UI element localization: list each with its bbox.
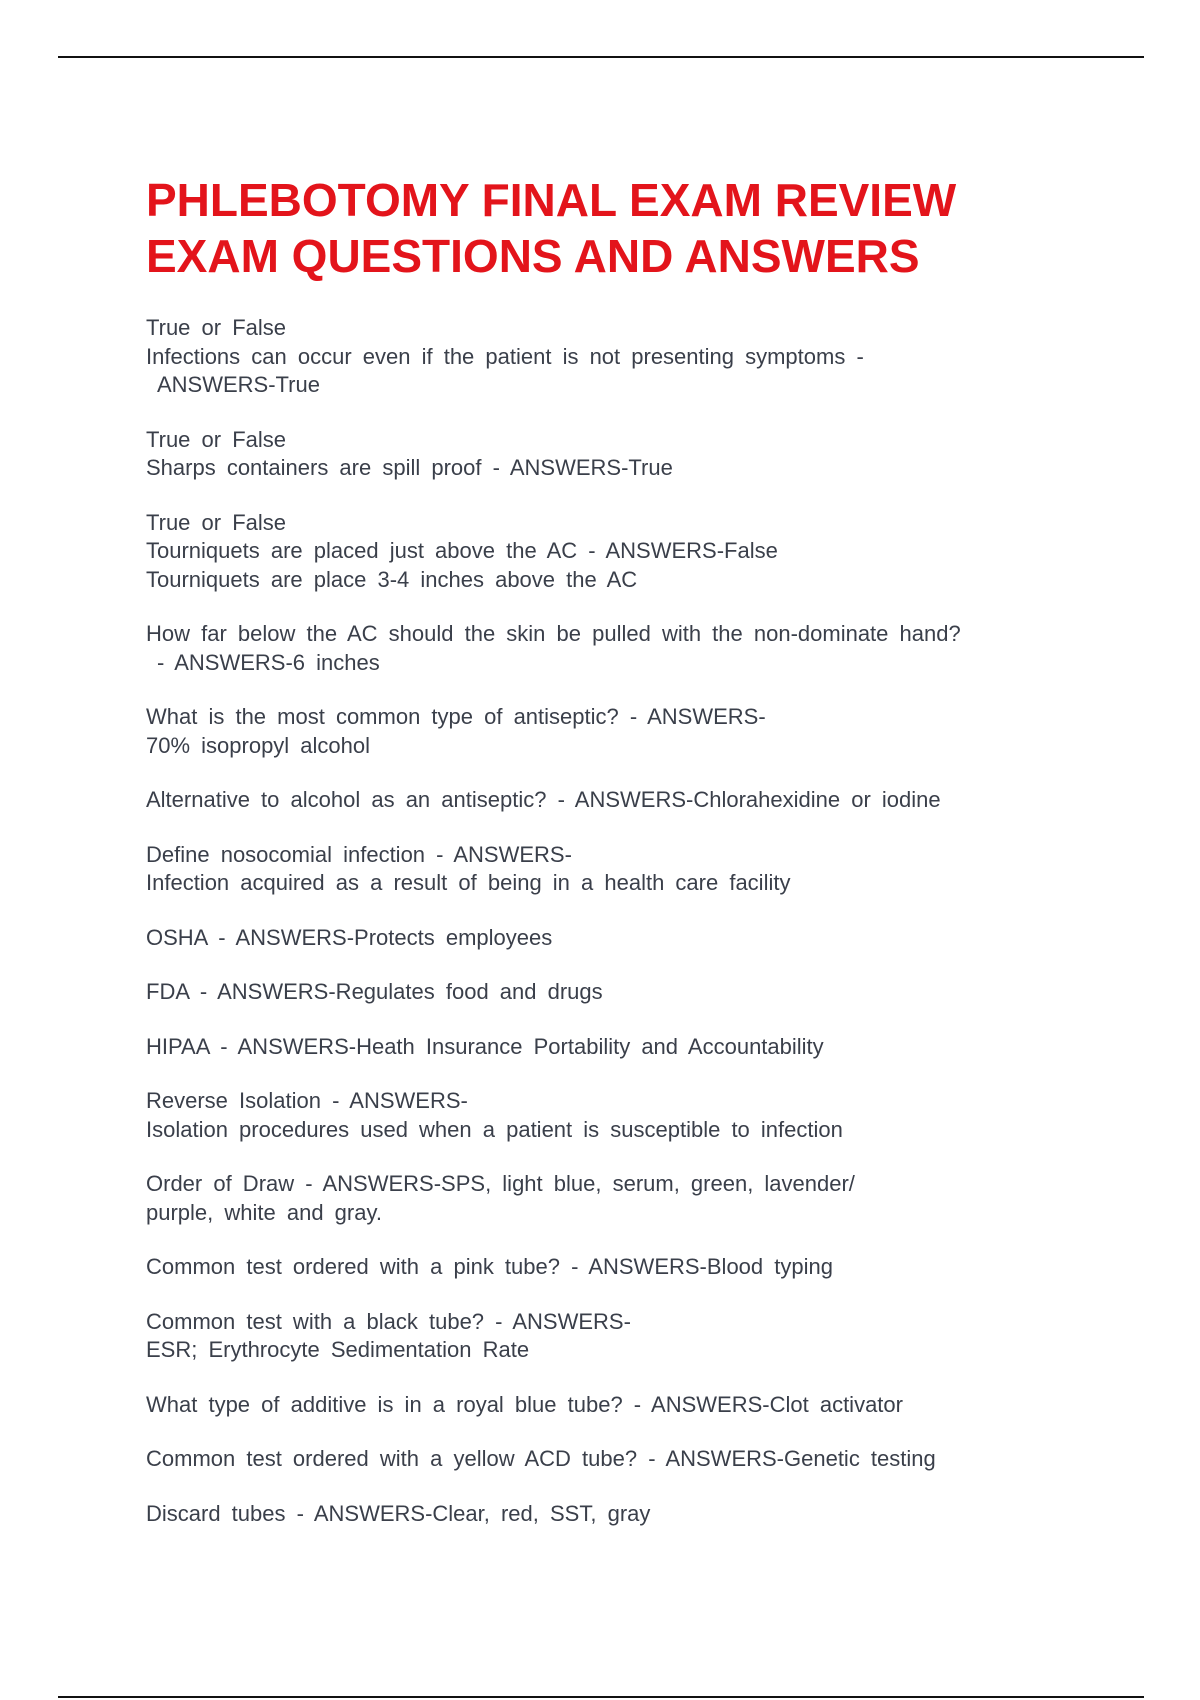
qa-line: ANSWERS-True — [157, 372, 320, 397]
qa-line: FDA - ANSWERS-Regulates food and drugs — [146, 979, 603, 1004]
qa-line: Common test ordered with a pink tube? - ANSWERS-Blood typing — [146, 1254, 833, 1279]
qa-line: Common test with a black tube? - ANSWERS- — [146, 1308, 631, 1334]
bottom-rule — [58, 1696, 1144, 1698]
qa-line: Common test ordered with a yellow ACD tube? - ANSWERS-Genetic testing — [146, 1446, 936, 1471]
qa-item — [146, 509, 1076, 595]
qa-item — [146, 786, 1076, 815]
top-rule — [58, 56, 1144, 58]
qa-line: Alternative to alcohol as an antiseptic? - ANSWERS-Chlorahexidine or iodine — [146, 787, 941, 812]
qa-item — [146, 1500, 1076, 1529]
qa-line: Define nosocomial infection - ANSWERS- — [146, 841, 572, 867]
qa-item — [146, 1308, 1076, 1365]
qa-item — [146, 924, 1076, 953]
qa-line: Isolation procedures used when a patient is susceptible to infection — [146, 1116, 843, 1142]
qa-line: OSHA - ANSWERS-Protects employees — [146, 924, 553, 950]
qa-line: ESR; Erythrocyte Sedimentation Rate — [146, 1337, 530, 1362]
qa-item — [146, 1170, 1076, 1227]
qa-line: True or False — [146, 509, 287, 535]
document-body — [146, 172, 1076, 1554]
qa-line: Sharps containers are spill proof - ANSWERS-True — [146, 455, 673, 480]
qa-line: Discard tubes - ANSWERS-Clear, red, SST, gray — [146, 1500, 651, 1526]
qa-item — [146, 314, 1076, 400]
qa-line: True or False — [146, 315, 287, 340]
qa-item — [146, 703, 1076, 760]
qa-line: What is the most common type of antiseptic? - ANSWERS- — [146, 704, 766, 729]
qa-item — [146, 426, 1076, 483]
qa-line: How far below the AC should the skin be pulled with the non-dominate hand? — [146, 621, 961, 646]
qa-item — [146, 1391, 1076, 1420]
qa-item — [146, 841, 1076, 898]
qa-line: True or False — [146, 426, 287, 452]
qa-line: Order of Draw - ANSWERS-SPS, light blue, serum, green, lavender/ — [146, 1171, 855, 1196]
qa-item — [146, 1087, 1076, 1144]
qa-line: purple, white and gray. — [146, 1199, 382, 1225]
qa-item — [146, 620, 1076, 677]
title-line: PHLEBOTOMY FINAL EXAM REVIEW — [146, 174, 957, 226]
qa-list — [146, 314, 1076, 1528]
qa-line: Tourniquets are place 3-4 inches above the AC — [146, 566, 638, 592]
qa-item — [146, 1033, 1076, 1062]
qa-line: Tourniquets are placed just above the AC - ANSWERS-False — [146, 538, 778, 563]
qa-line: - ANSWERS-6 inches — [157, 649, 380, 675]
qa-line: HIPAA - ANSWERS-Heath Insurance Portability and Accountability — [146, 1033, 824, 1059]
qa-line: 70% isopropyl alcohol — [146, 732, 371, 758]
qa-line: What type of additive is in a royal blue tube? - ANSWERS-Clot activator — [146, 1391, 903, 1417]
qa-line: Infections can occur even if the patient is not presenting symptoms - — [146, 343, 864, 369]
document-title — [146, 172, 1076, 284]
qa-line: Infection acquired as a result of being in a health care facility — [146, 870, 791, 895]
qa-item — [146, 1253, 1076, 1282]
title-line: EXAM QUESTIONS AND ANSWERS — [146, 230, 920, 282]
qa-item — [146, 1445, 1076, 1474]
qa-item — [146, 978, 1076, 1007]
qa-line: Reverse Isolation - ANSWERS- — [146, 1088, 468, 1113]
